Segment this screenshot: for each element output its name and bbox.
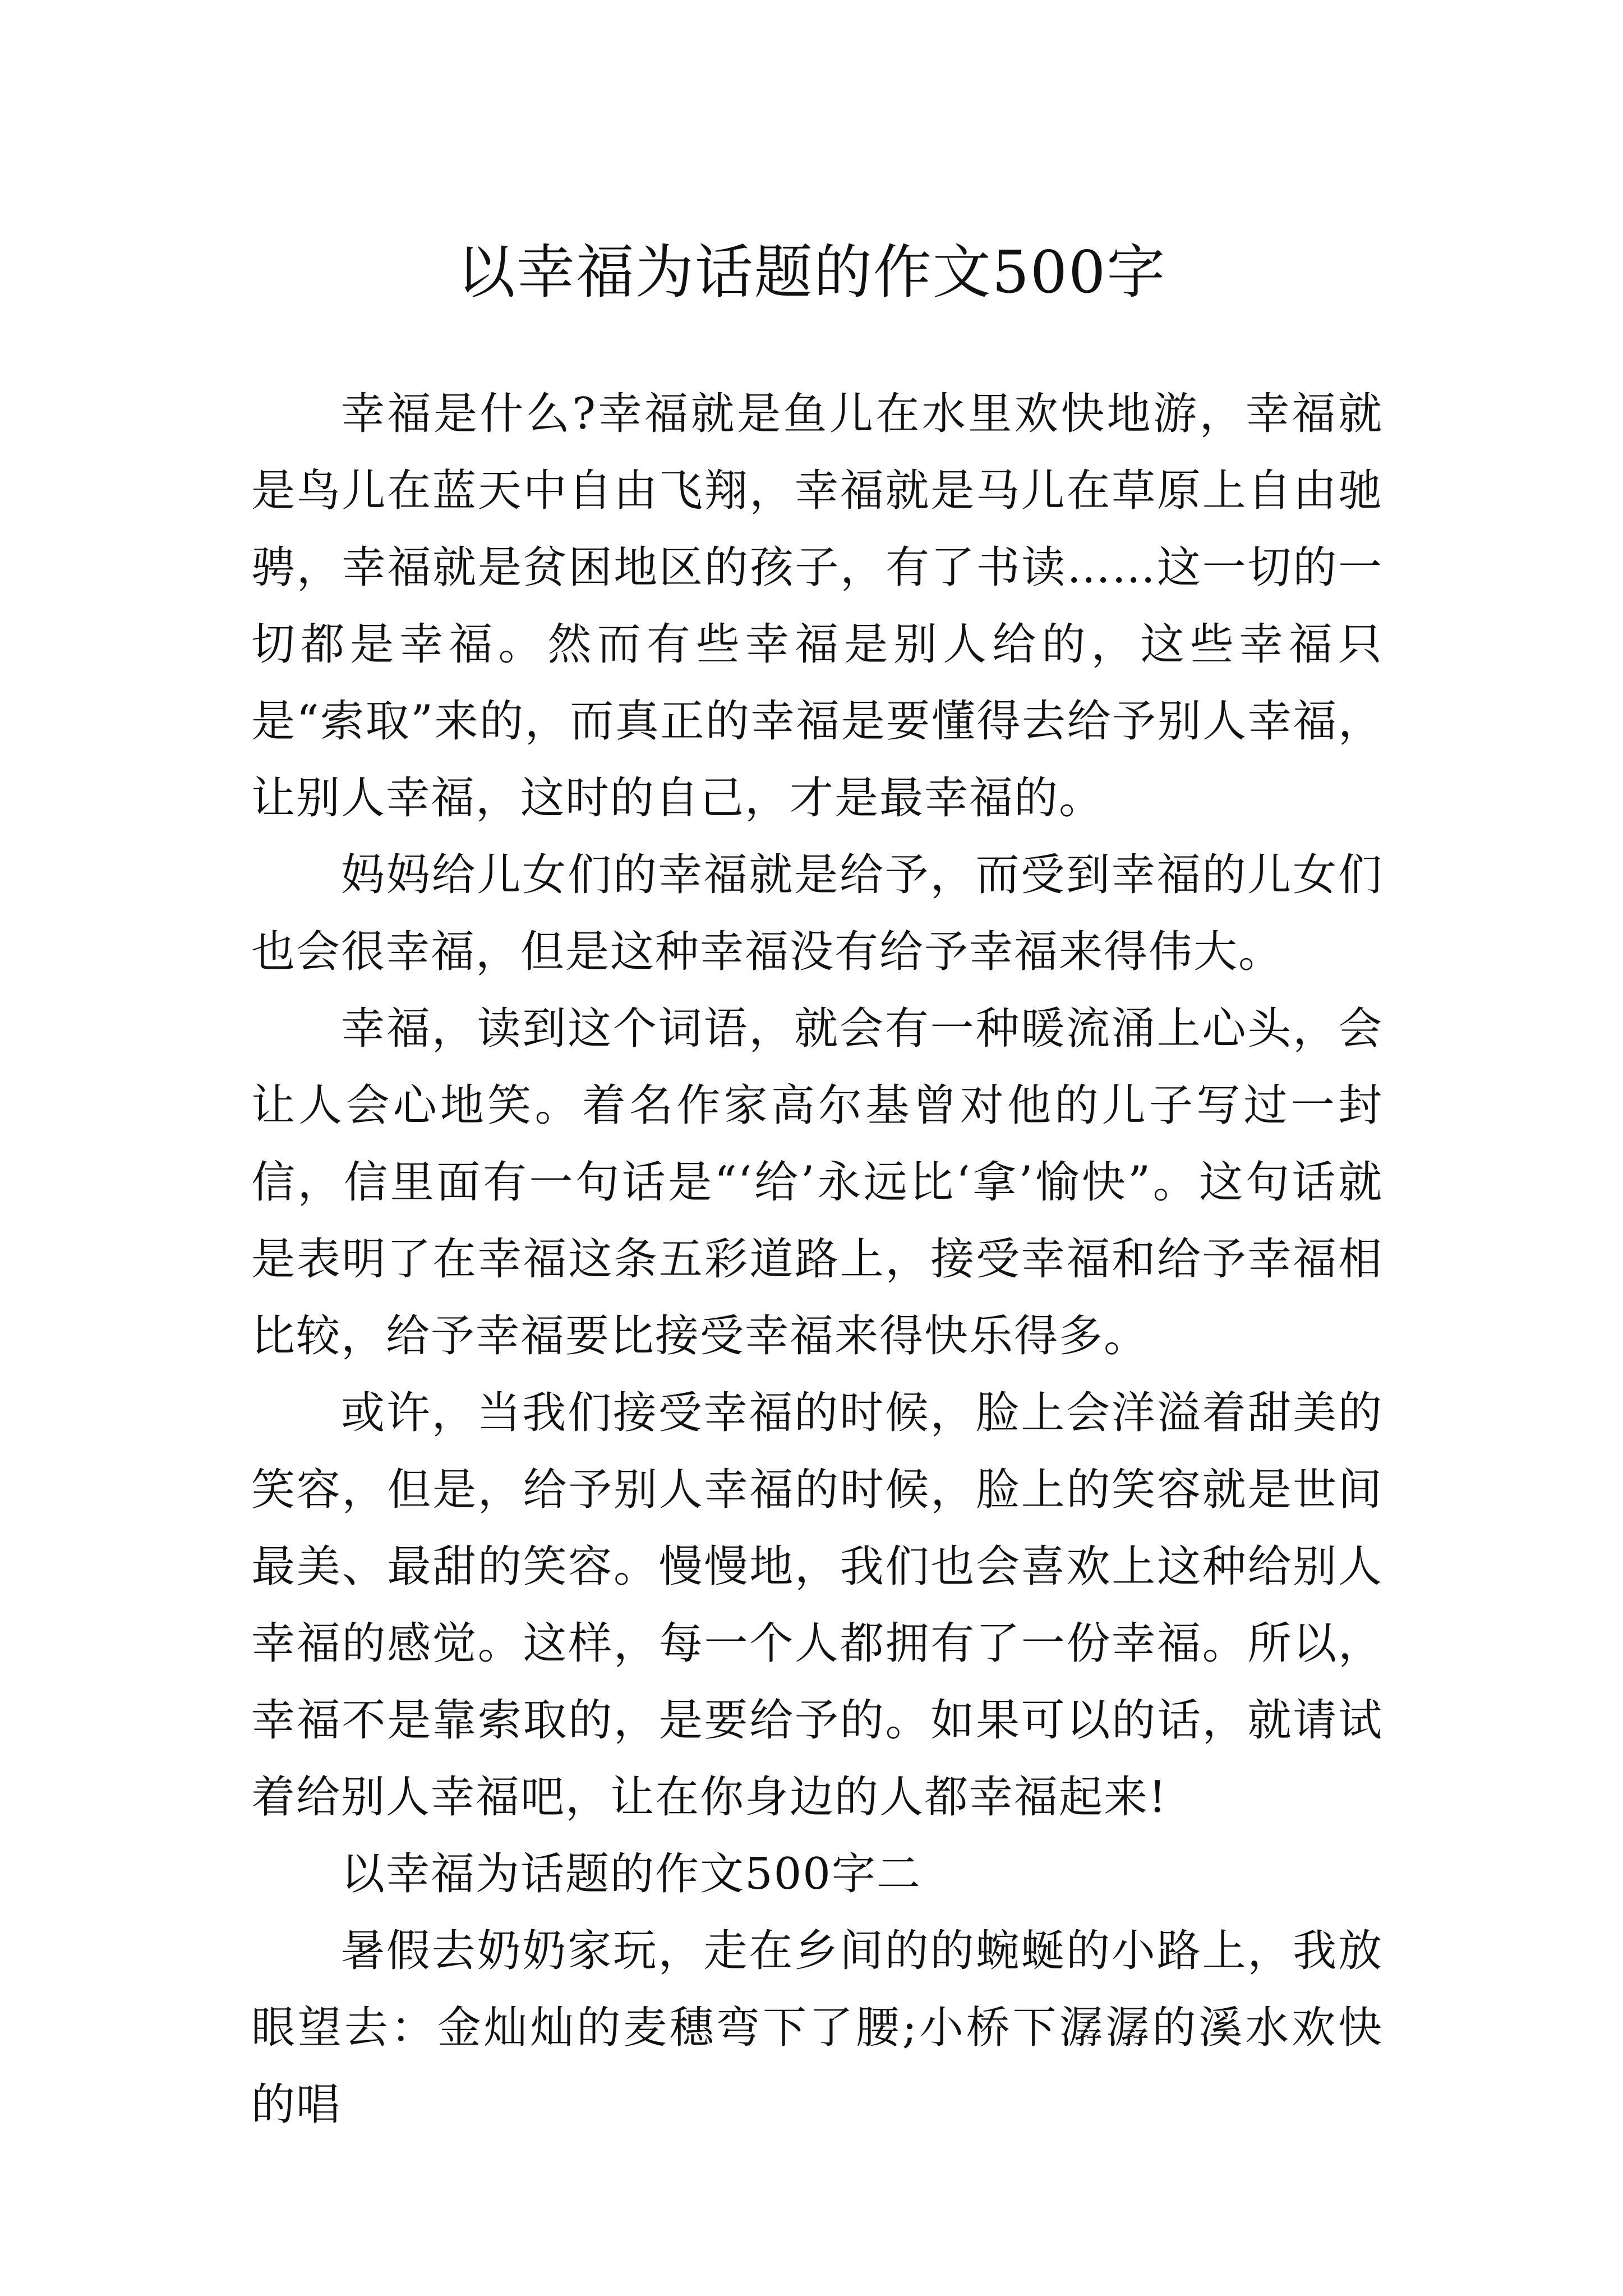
paragraph-5: 暑假去奶奶家玩，走在乡间的的蜿蜒的小路上，我放眼望去：金灿灿的麦穗弯下了腰;小桥下潺潺的溪水欢快的唱: [251, 1926, 1383, 2130]
document-title: 以幸福为话题的作文500字: [457, 237, 1166, 306]
paragraph-4: 或许，当我们接受幸福的时候，脸上会洋溢着甜美的笑容，但是，给予别人幸福的时候，脸上的笑容就是世间最美、最甜的笑容。慢慢地，我们也会喜欢上这种给别人幸福的感觉。这样，每一个人都拥有了一份幸福。所以，幸福不是靠索取的，是要给予的。如果可以的话，就请试着给别人幸福吧，让在你身边的人都幸福起来!: [251, 1388, 1383, 1823]
paragraph-2: 妈妈给儿女们的幸福就是给予，而受到幸福的儿女们也会很幸福，但是这种幸福没有给予幸福来得伟大。: [251, 850, 1383, 977]
section-heading-2: 以幸福为话题的作文500字二: [341, 1849, 921, 1899]
paragraph-1: 幸福是什么?幸福就是鱼儿在水里欢快地游，幸福就是鸟儿在蓝天中自由飞翔，幸福就是马儿在草原上自由驰骋，幸福就是贫困地区的孩子，有了书读……这一切的一切都是幸福。然而有些幸福是别人给的，这些幸福只是“索取”来的，而真正的幸福是要懂得去给予别人幸福，让别人幸福，这时的自己，才是最幸福的。: [251, 389, 1383, 823]
document-body: [251, 376, 1383, 2143]
paragraph-3: 幸福，读到这个词语，就会有一种暖流涌上心头，会让人会心地笑。着名作家高尔基曾对他的儿子写过一封信，信里面有一句话是“‘给’永远比‘拿’愉快”。这句话就是表明了在幸福这条五彩道路上，接受幸福和给予幸福相比较，给予幸福要比接受幸福来得快乐得多。: [251, 1004, 1383, 1361]
